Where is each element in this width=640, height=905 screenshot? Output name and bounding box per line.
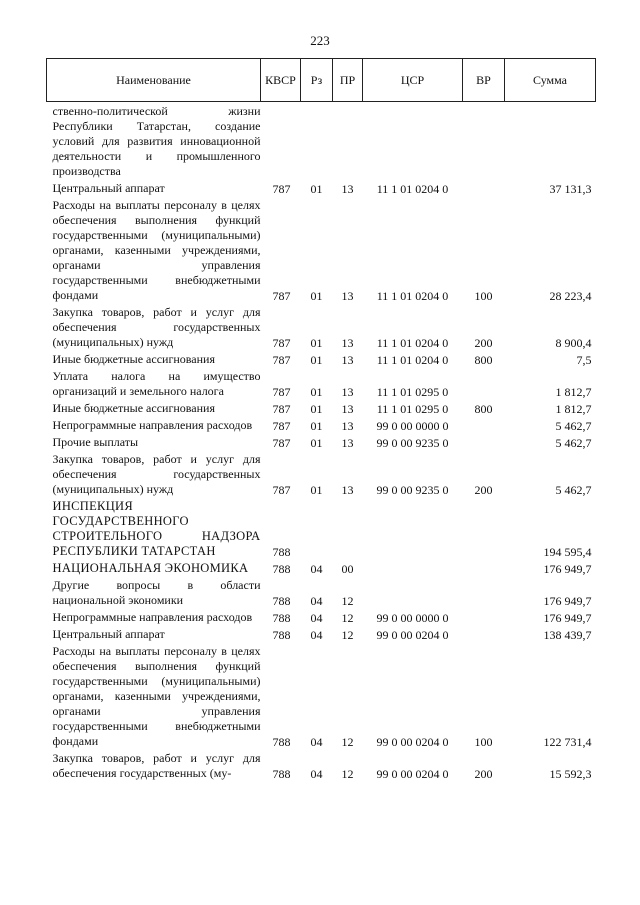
cell-rz: 01 — [310, 289, 323, 303]
cell-vr: 800 — [474, 402, 493, 416]
cell-name: Другие вопросы в области национальной экономики — [52, 578, 261, 607]
cell-vr — [463, 498, 505, 560]
cell-sum: 5 462,7 — [555, 436, 592, 450]
cell-csr: 99 0 00 0000 0 — [376, 611, 449, 625]
cell-pr: 13 — [341, 402, 354, 416]
cell-rz: 04 — [310, 611, 323, 625]
cell-csr: 99 0 00 9235 0 — [376, 483, 449, 497]
header-rz: Рз — [301, 59, 333, 102]
cell-kvsr: 787 — [272, 419, 291, 433]
cell-vr — [463, 368, 505, 400]
cell-pr: 12 — [341, 611, 354, 625]
cell-sum: 176 949,7 — [543, 611, 592, 625]
cell-pr: 12 — [341, 735, 354, 749]
cell-pr: 12 — [341, 767, 354, 781]
table-row — [47, 417, 596, 434]
table-row — [47, 434, 596, 451]
cell-kvsr: 788 — [272, 767, 291, 781]
cell-name: Закупка товаров, работ и услуг для обеспечения государственных (муниципальных) нужд — [52, 452, 261, 496]
cell-csr: 99 0 00 0204 0 — [376, 767, 449, 781]
cell-sum: 15 592,3 — [549, 767, 592, 781]
cell-rz: 01 — [310, 436, 323, 450]
cell-rz — [301, 498, 333, 560]
cell-kvsr: 787 — [272, 402, 291, 416]
cell-sum: 7,5 — [576, 353, 592, 367]
header-sum: Сумма — [505, 59, 596, 102]
header-kvsr: КВСР — [261, 59, 301, 102]
cell-rz: 01 — [310, 402, 323, 416]
cell-name: ственно-политической жизни Республики Татарстан, создание условий для развития инновационной деятельности и промышленного производства — [52, 104, 261, 178]
table-row — [47, 351, 596, 368]
table-row — [47, 609, 596, 626]
cell-sum: 138 439,7 — [543, 628, 592, 642]
table-row — [47, 197, 596, 304]
cell-csr — [363, 498, 463, 560]
cell-csr: 11 1 01 0295 0 — [376, 385, 449, 399]
cell-rz: 04 — [310, 767, 323, 781]
cell-kvsr: 788 — [272, 545, 291, 559]
cell-pr: 13 — [341, 385, 354, 399]
cell-csr: 11 1 01 0204 0 — [376, 353, 449, 367]
table-body — [47, 102, 596, 783]
table-row — [47, 180, 596, 197]
cell-rz: 01 — [310, 353, 323, 367]
header-name: Наименование — [47, 59, 261, 102]
cell-csr — [363, 577, 463, 609]
cell-vr — [463, 417, 505, 434]
cell-name: Иные бюджетные ассигнования — [52, 401, 215, 415]
table-row — [47, 643, 596, 750]
cell-pr: 13 — [341, 353, 354, 367]
cell-pr — [333, 498, 363, 560]
cell-csr: 99 0 00 0000 0 — [376, 419, 449, 433]
cell-kvsr — [261, 102, 301, 181]
cell-vr — [463, 609, 505, 626]
cell-kvsr: 787 — [272, 336, 291, 350]
cell-name: НАЦИОНАЛЬНАЯ ЭКОНОМИКА — [52, 561, 249, 575]
cell-sum: 28 223,4 — [549, 289, 592, 303]
cell-vr: 200 — [474, 767, 493, 781]
cell-rz: 04 — [310, 735, 323, 749]
cell-sum: 1 812,7 — [555, 402, 592, 416]
cell-pr: 12 — [341, 594, 354, 608]
cell-pr: 13 — [341, 419, 354, 433]
cell-rz: 01 — [310, 419, 323, 433]
cell-kvsr: 788 — [272, 628, 291, 642]
table-row — [47, 102, 596, 181]
cell-vr — [463, 434, 505, 451]
cell-name: Центральный аппарат — [52, 627, 165, 641]
cell-vr: 200 — [474, 336, 493, 350]
cell-name: Иные бюджетные ассигнования — [52, 352, 215, 366]
cell-name: Прочие выплаты — [52, 435, 139, 449]
table-row — [47, 400, 596, 417]
cell-pr: 13 — [341, 483, 354, 497]
cell-sum: 176 949,7 — [543, 562, 592, 576]
cell-vr: 100 — [474, 735, 493, 749]
cell-rz: 04 — [310, 594, 323, 608]
cell-rz: 01 — [310, 483, 323, 497]
table-row — [47, 577, 596, 609]
cell-pr: 12 — [341, 628, 354, 642]
cell-vr: 100 — [474, 289, 493, 303]
cell-csr: 99 0 00 0204 0 — [376, 628, 449, 642]
cell-pr: 13 — [341, 336, 354, 350]
cell-name: Расходы на выплаты персоналу в целях обеспечения выполнения функций государственными (муниципальными) органами, казенными учреждениями, органами управления государственными внебюджетными фондами — [52, 198, 261, 302]
table-row — [47, 451, 596, 498]
table-row — [47, 368, 596, 400]
cell-rz: 04 — [310, 562, 323, 576]
cell-kvsr: 788 — [272, 562, 291, 576]
cell-pr: 13 — [341, 182, 354, 196]
cell-pr: 13 — [341, 289, 354, 303]
cell-sum: 122 731,4 — [543, 735, 592, 749]
cell-sum: 5 462,7 — [555, 483, 592, 497]
header-vr: ВР — [463, 59, 505, 102]
cell-vr — [463, 577, 505, 609]
cell-rz: 01 — [310, 336, 323, 350]
cell-csr — [363, 560, 463, 577]
cell-pr: 00 — [341, 562, 354, 576]
cell-sum: 1 812,7 — [555, 385, 592, 399]
cell-vr: 200 — [474, 483, 493, 497]
cell-kvsr: 787 — [272, 353, 291, 367]
cell-sum: 8 900,4 — [555, 336, 592, 350]
cell-csr: 11 1 01 0295 0 — [376, 402, 449, 416]
table-row — [47, 750, 596, 782]
table-row — [47, 304, 596, 351]
cell-vr — [463, 626, 505, 643]
table-row — [47, 498, 596, 560]
cell-pr: 13 — [341, 436, 354, 450]
cell-rz: 01 — [310, 385, 323, 399]
cell-kvsr: 787 — [272, 436, 291, 450]
cell-kvsr: 788 — [272, 611, 291, 625]
cell-kvsr: 787 — [272, 385, 291, 399]
cell-rz: 04 — [310, 628, 323, 642]
cell-csr: 99 0 00 0204 0 — [376, 735, 449, 749]
cell-sum — [505, 102, 596, 181]
cell-rz: 01 — [310, 182, 323, 196]
cell-name: Уплата налога на имущество организаций и земельного налога — [52, 369, 261, 398]
cell-name: Центральный аппарат — [52, 181, 165, 195]
cell-kvsr: 788 — [272, 594, 291, 608]
cell-name: Непрограммные направления расходов — [52, 610, 253, 624]
cell-sum: 37 131,3 — [549, 182, 592, 196]
cell-pr — [333, 102, 363, 181]
cell-sum: 194 595,4 — [543, 545, 592, 559]
cell-csr: 11 1 01 0204 0 — [376, 336, 449, 350]
cell-rz — [301, 102, 333, 181]
cell-vr — [463, 180, 505, 197]
cell-vr — [463, 102, 505, 181]
cell-csr: 11 1 01 0204 0 — [376, 182, 449, 196]
cell-name: Расходы на выплаты персоналу в целях обеспечения выполнения функций государственными (муниципальными) органами, казенными учреждениями, органами управления государственными внебюджетными фондами — [52, 644, 261, 748]
cell-csr — [363, 102, 463, 181]
page-number: 223 — [310, 33, 330, 48]
cell-kvsr: 788 — [272, 735, 291, 749]
cell-csr: 99 0 00 9235 0 — [376, 436, 449, 450]
cell-name: Закупка товаров, работ и услуг для обеспечения государственных (му- — [52, 751, 261, 780]
header-csr: ЦСР — [363, 59, 463, 102]
cell-kvsr: 787 — [272, 483, 291, 497]
cell-name: Непрограммные направления расходов — [52, 418, 253, 432]
header-pr: ПР — [333, 59, 363, 102]
cell-kvsr: 787 — [272, 182, 291, 196]
cell-vr — [463, 560, 505, 577]
table-row — [47, 626, 596, 643]
table-header — [47, 59, 596, 102]
cell-csr: 11 1 01 0204 0 — [376, 289, 449, 303]
cell-vr: 800 — [474, 353, 493, 367]
cell-kvsr: 787 — [272, 289, 291, 303]
cell-name: Закупка товаров, работ и услуг для обеспечения государственных (муниципальных) нужд — [52, 305, 261, 349]
table-row — [47, 560, 596, 577]
cell-sum: 5 462,7 — [555, 419, 592, 433]
cell-name: ИНСПЕКЦИЯ ГОСУДАРСТВЕННОГО СТРОИТЕЛЬНОГО НАДЗОРА РЕСПУБЛИКИ ТАТАРСТАН — [52, 499, 261, 558]
budget-table — [46, 58, 596, 782]
cell-sum: 176 949,7 — [543, 594, 592, 608]
